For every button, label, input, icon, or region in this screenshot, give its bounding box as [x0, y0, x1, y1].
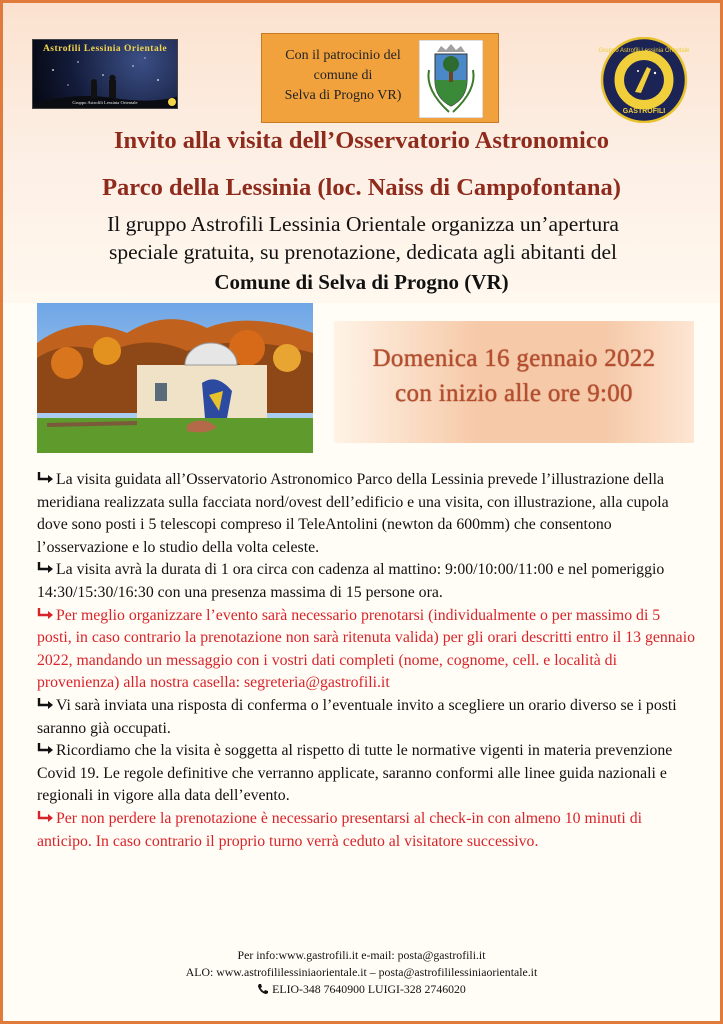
event-date: Domenica 16 gennaio 2022: [372, 345, 656, 372]
bullet-arrow-icon: [37, 742, 55, 756]
paragraph-schedule: [37, 559, 697, 604]
footer-phone-text: ELIO-348 7640900 LUIGI-328 2746020: [272, 982, 466, 996]
gastrofili-logo-right: [595, 37, 693, 123]
paragraph-checkin: [37, 808, 697, 853]
patronage-text: [268, 46, 418, 106]
bullet-arrow-icon: [37, 810, 55, 824]
patronage-box: [261, 33, 499, 123]
footer-info-line: Per info:www.gastrofili.it e-mail: posta@gastrofili.it: [237, 948, 486, 962]
right-logo-ring-text: Gruppo Astrofili Lessinia Orientale: [598, 48, 690, 54]
info-paragraphs: [37, 469, 697, 853]
left-logo-subtitle: Gruppo Astrofili Lessinia Orientale: [72, 100, 138, 105]
paragraph-text: La visita guidata all’Osservatorio Astronomico Parco della Lessinia prevede l’illustrazione della meridiana realizzata sulla facciata nord/ovest dell’edificio e una visita, con illustrazione, alla cupola dove sono posti i 5 telescopi compreso il TeleAntolini (newton da 600mm) che consentono l’osservazione e lo studio della volta celeste.: [37, 471, 669, 556]
patronage-line-3: Selva di Progno VR): [284, 88, 402, 103]
intro-text: [23, 210, 703, 266]
paragraph-confirmation: [37, 695, 697, 740]
bullet-arrow-icon: [37, 607, 55, 621]
event-date-box: [334, 321, 694, 443]
phone-icon: [257, 983, 269, 995]
observatory-photo-image: [37, 303, 313, 453]
paragraph-text: Per meglio organizzare l’evento sarà necessario prenotarsi (individualmente o per massimo di 5 posti, in caso contrario la prenotazione non sarà ritenuta valida) per gli orari descritti entro il 13 gennaio 2022, mandando un messaggio con i vostri dati completi (nome, cognome, cell. e località di provenienza) alla nostra casella: segreteria@gastrofili.it: [37, 606, 695, 692]
title-line-1: Invito alla visita dell’Osservatorio Astronomico: [114, 127, 609, 154]
intro-line-2: speciale gratuita, su prenotazione, dedicata agli abitanti del: [108, 240, 618, 264]
bullet-arrow-icon: [37, 697, 55, 711]
footer-contacts: [3, 947, 720, 998]
patronage-line-1: Con il patrocinio del: [285, 48, 401, 63]
footer-phone-line: [3, 981, 720, 998]
intro-line-1: Il gruppo Astrofili Lessinia Orientale organizza un’apertura: [107, 212, 619, 236]
paragraph-visit-description: [37, 469, 697, 559]
astrofili-logo-left: [32, 39, 178, 109]
paragraph-text: Ricordiamo che la visita è soggetta al rispetto di tutte le normative vigenti in materia prevenzione Covid 19. Le regole definitive che verranno applicate, saranno conformi alle linee guida nazionali e regionali in vigore alla data dell’evento.: [37, 742, 673, 805]
footer-alo-line: ALO: www.astrofililessiniaorientale.it – posta@astrofililessiniaorientale.it: [185, 965, 538, 979]
observatory-photo: [37, 303, 313, 453]
patronage-line-2: comune di: [313, 68, 373, 83]
intro-bold-line: Comune di Selva di Progno (VR): [214, 270, 509, 294]
left-logo-title: Astrofili Lessinia Orientale: [42, 44, 168, 54]
right-logo-center-text: GASTROFILI: [622, 108, 666, 115]
paragraph-text: Per non perdere la prenotazione è necessario presentarsi al check-in con almeno 10 minuti di anticipo. In caso contrario il proprio turno verrà ceduto al visitatore successivo.: [37, 809, 643, 850]
event-time: con inizio alle ore 9:00: [395, 380, 633, 407]
paragraph-text: La visita avrà la durata di 1 ora circa con cadenza al mattino: 9:00/10:00/11:00 e nel pomeriggio 14:30/15:30/16:30 con una presenza massima di 15 persone ora.: [37, 561, 665, 601]
bullet-arrow-icon: [37, 471, 55, 485]
paragraph-covid-rules: [37, 740, 697, 808]
paragraph-booking: [37, 605, 697, 695]
title-line-2: Parco della Lessinia (loc. Naiss di Campofontana): [102, 174, 621, 201]
paragraph-text: Vi sarà inviata una risposta di conferma o l’eventuale invito a scegliere un orario diverso se i posti saranno già occupati.: [37, 696, 677, 737]
bullet-arrow-icon: [37, 561, 55, 575]
header: [3, 3, 720, 121]
coat-of-arms-icon: [419, 40, 483, 118]
